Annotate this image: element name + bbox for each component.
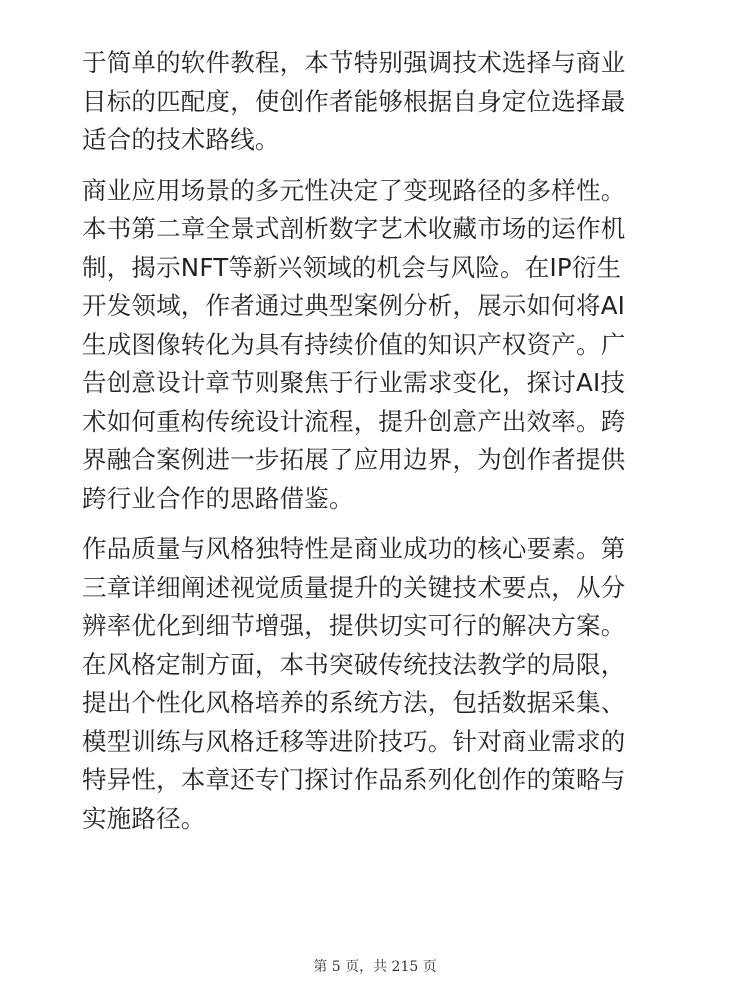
text-line: 作品质量与风格独特性是商业成功的核心要素。第 xyxy=(82,534,626,563)
paragraph-1 xyxy=(82,44,674,160)
text-line: 本书第二章全景式剖析数字艺术收藏市场的运作机 xyxy=(82,214,626,243)
text-line: 制，揭示NFT等新兴领域的机会与风险。在IP衍生 xyxy=(82,252,622,282)
text-line: 模型训练与风格迁移等进阶技巧。针对商业需求的 xyxy=(82,726,626,756)
text-line: 辨率优化到细节增强，提供切实可行的解决方案。 xyxy=(82,611,626,640)
text-line: 跨行业合作的思路借鉴。 xyxy=(82,483,354,513)
text-line: 适合的技术路线。 xyxy=(82,125,280,154)
text-line: 商业应用场景的多元性决定了变现路径的多样性。 xyxy=(82,175,626,205)
paragraph-3 xyxy=(82,530,674,838)
text-line: 三章详细阐述视觉质量提升的关键技术要点，从分 xyxy=(82,572,626,602)
text-line: 提出个性化风格培养的系统方法，包括数据采集、 xyxy=(82,688,626,717)
text-line: 特异性，本章还专门探讨作品系列化创作的策略与 xyxy=(82,765,626,794)
paragraph-2 xyxy=(82,172,674,519)
text-line: 目标的匹配度，使创作者能够根据自身定位选择最 xyxy=(82,86,626,116)
text-line: 于简单的软件教程，本节特别强调技术选择与商业 xyxy=(82,48,626,77)
text-line: 生成图像转化为具有持续价值的知识产权资产。广 xyxy=(82,329,626,359)
text-line: 界融合案例进一步拓展了应用边界，为创作者提供 xyxy=(82,445,626,474)
document-body xyxy=(82,44,674,838)
text-line: 在风格定制方面，本书突破传统技法教学的局限， xyxy=(82,649,626,679)
page-number-footer: 第 5 页，共 215 页 xyxy=(313,959,437,975)
text-line: 告创意设计章节则聚焦于行业需求变化，探讨AI技 xyxy=(82,368,626,397)
text-line: 开发领域，作者通过典型案例分析，展示如何将AI xyxy=(82,291,626,320)
text-line: 实施路径。 xyxy=(82,803,206,833)
text-line: 术如何重构传统设计流程，提升创意产出效率。跨 xyxy=(82,406,626,436)
